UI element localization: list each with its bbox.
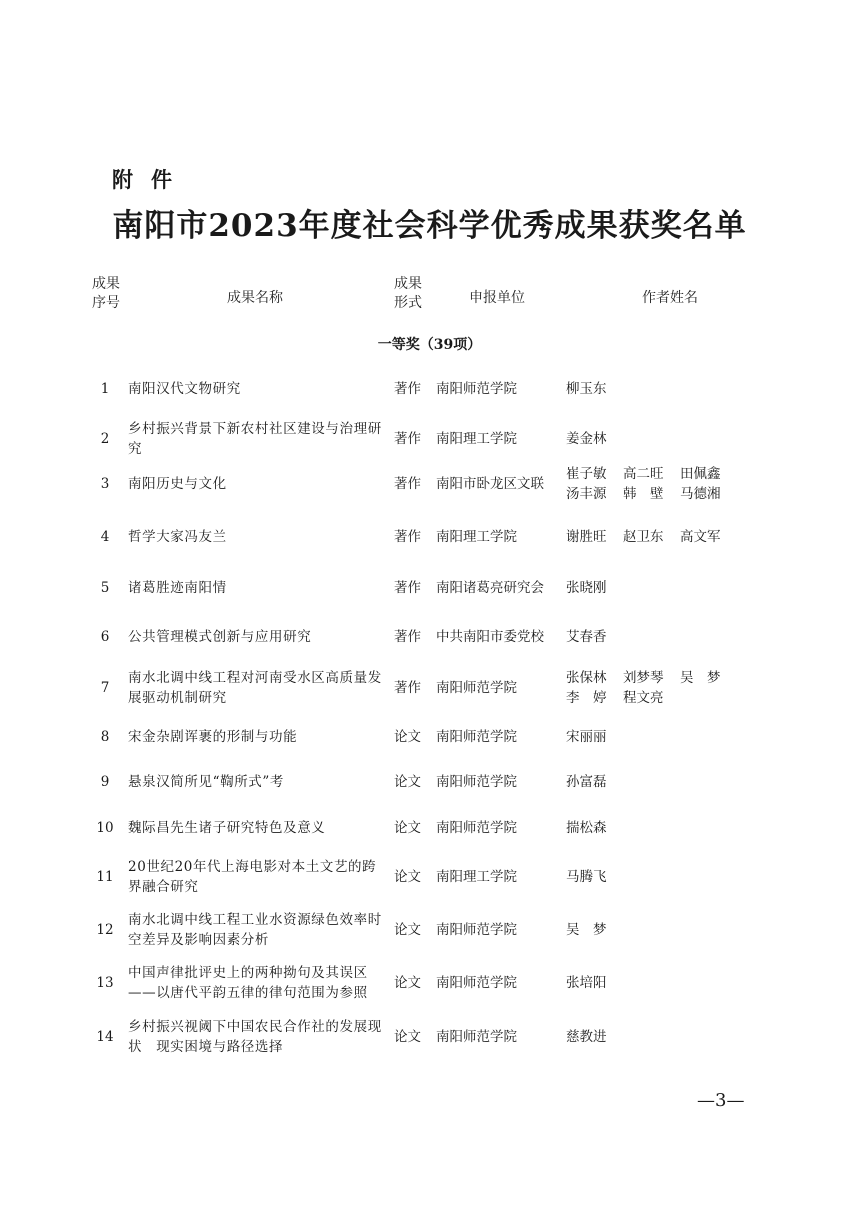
row-form: 著作	[394, 529, 421, 545]
row-form: 著作	[394, 680, 421, 696]
table-row	[0, 818, 859, 838]
table-row	[0, 379, 859, 399]
row-form: 论文	[394, 820, 421, 836]
author-line	[566, 429, 746, 449]
row-title: 悬泉汉简所见“鞫所式”考	[128, 774, 285, 790]
author-name: 张保林	[566, 670, 607, 686]
row-authors	[566, 920, 746, 940]
row-form: 论文	[394, 1029, 421, 1045]
row-unit: 中共南阳市委党校	[436, 629, 544, 645]
row-unit: 南阳师范学院	[436, 820, 517, 836]
row-title: 宋金杂剧诨裹的形制与功能	[128, 729, 298, 745]
table-row	[0, 963, 859, 1003]
table-row	[0, 527, 859, 547]
author-line	[566, 484, 746, 504]
row-seq: 13	[96, 975, 114, 991]
table-row	[0, 910, 859, 950]
author-line	[566, 688, 746, 708]
row-title: 南水北调中线工程对河南受水区高质量发展驱动机制研究	[128, 670, 382, 706]
row-seq: 1	[100, 381, 110, 397]
author-name: 刘梦琴	[623, 670, 664, 686]
table-row	[0, 578, 859, 598]
row-form: 论文	[394, 729, 421, 745]
author-name: 张培阳	[566, 975, 607, 991]
row-unit: 南阳师范学院	[436, 1029, 517, 1045]
row-unit: 南阳师范学院	[436, 729, 517, 745]
author-line	[566, 920, 746, 940]
author-name: 宋丽丽	[566, 729, 607, 745]
table-row	[0, 772, 859, 792]
author-name: 马腾飞	[566, 869, 607, 885]
table-row	[0, 627, 859, 647]
author-name: 韩 壁	[623, 486, 664, 502]
author-line	[566, 772, 746, 792]
row-title: 乡村振兴背景下新农村社区建设与治理研究	[128, 421, 382, 457]
row-title: 南水北调中线工程工业水资源绿色效率时空差异及影响因素分析	[128, 912, 382, 948]
header-seq	[86, 275, 126, 313]
row-unit: 南阳师范学院	[436, 975, 517, 991]
row-title: 公共管理模式创新与应用研究	[128, 629, 312, 645]
row-unit: 南阳师范学院	[436, 381, 517, 397]
row-authors	[566, 727, 746, 747]
row-title: 魏际昌先生诸子研究特色及意义	[128, 820, 326, 836]
header-seq-line1: 成果	[92, 276, 120, 292]
row-seq: 9	[100, 774, 110, 790]
author-line	[566, 973, 746, 993]
author-name: 高二旺	[623, 466, 664, 482]
row-title: 南阳历史与文化	[128, 476, 227, 492]
row-form: 著作	[394, 629, 421, 645]
author-name: 慈教进	[566, 1029, 607, 1045]
header-form	[388, 275, 428, 313]
author-line	[566, 867, 746, 887]
author-line	[566, 1027, 746, 1047]
table-row	[0, 668, 859, 708]
row-unit: 南阳诸葛亮研究会	[436, 580, 544, 596]
row-seq: 11	[96, 869, 114, 885]
table-row	[0, 1017, 859, 1057]
author-name: 谢胜旺	[566, 529, 607, 545]
table-row	[0, 464, 859, 504]
row-form: 著作	[394, 381, 421, 397]
author-name: 艾春香	[566, 629, 607, 645]
row-unit: 南阳理工学院	[436, 529, 517, 545]
row-seq: 10	[96, 820, 114, 836]
row-seq: 14	[96, 1029, 114, 1045]
page-number: —3—	[697, 1090, 745, 1111]
author-name: 赵卫东	[623, 529, 664, 545]
row-seq: 2	[100, 431, 110, 447]
row-authors	[566, 818, 746, 838]
row-title: 乡村振兴视阈下中国农民合作社的发展现状 现实困境与路径选择	[128, 1019, 382, 1055]
author-name: 汤丰源	[566, 486, 607, 502]
row-unit: 南阳市卧龙区文联	[436, 476, 544, 492]
attachment-label: 附件	[112, 168, 190, 192]
header-name: 成果名称	[227, 290, 283, 306]
row-seq: 8	[100, 729, 110, 745]
row-form: 论文	[394, 975, 421, 991]
header-seq-line2: 序号	[92, 295, 120, 311]
row-unit: 南阳师范学院	[436, 680, 517, 696]
row-seq: 12	[96, 922, 114, 938]
row-authors	[566, 772, 746, 792]
row-seq: 5	[100, 580, 110, 596]
author-name: 揣松森	[566, 820, 607, 836]
row-authors	[566, 973, 746, 993]
row-title: 20世纪20年代上海电影对本土文艺的跨界融合研究	[128, 859, 377, 895]
row-authors	[566, 379, 746, 399]
author-name: 张晓刚	[566, 580, 607, 596]
author-name: 柳玉东	[566, 381, 607, 397]
header-authors: 作者姓名	[642, 290, 698, 306]
row-form: 论文	[394, 922, 421, 938]
author-name: 孙富磊	[566, 774, 607, 790]
row-unit: 南阳师范学院	[436, 774, 517, 790]
row-seq: 7	[100, 680, 110, 696]
table-row	[0, 727, 859, 747]
author-name: 程文亮	[623, 690, 664, 706]
document-title: 南阳市2023年度社会科学优秀成果获奖名单	[112, 208, 747, 244]
author-line	[566, 464, 746, 484]
row-authors	[566, 627, 746, 647]
row-unit: 南阳理工学院	[436, 431, 517, 447]
header-form-line1: 成果	[394, 276, 422, 292]
row-title: 南阳汉代文物研究	[128, 381, 241, 397]
row-authors	[566, 527, 746, 547]
author-name: 马德湘	[680, 486, 721, 502]
author-name: 吴 梦	[680, 670, 721, 686]
author-line	[566, 727, 746, 747]
row-form: 著作	[394, 580, 421, 596]
row-authors	[566, 429, 746, 449]
author-name: 姜金林	[566, 431, 607, 447]
row-form: 著作	[394, 476, 421, 492]
row-title: 中国声律批评史上的两种拗句及其误区——以唐代平韵五律的律句范围为参照	[128, 965, 368, 1001]
row-seq: 4	[100, 529, 110, 545]
row-title: 诸葛胜迹南阳情	[128, 580, 227, 596]
author-name: 崔子敏	[566, 466, 607, 482]
row-unit: 南阳师范学院	[436, 922, 517, 938]
row-unit: 南阳理工学院	[436, 869, 517, 885]
author-line	[566, 379, 746, 399]
table-row	[0, 857, 859, 897]
author-line	[566, 818, 746, 838]
row-form: 论文	[394, 869, 421, 885]
table-row	[0, 419, 859, 459]
header-form-line2: 形式	[394, 295, 422, 311]
row-authors	[566, 668, 746, 708]
author-name: 高文军	[680, 529, 721, 545]
section-title: 一等奖（39项）	[377, 337, 482, 353]
row-authors	[566, 578, 746, 598]
author-name: 田佩鑫	[680, 466, 721, 482]
author-line	[566, 578, 746, 598]
row-seq: 3	[100, 476, 110, 492]
row-authors	[566, 867, 746, 887]
row-authors	[566, 464, 746, 504]
row-authors	[566, 1027, 746, 1047]
row-form: 著作	[394, 431, 421, 447]
header-unit: 申报单位	[469, 290, 525, 306]
author-line	[566, 668, 746, 688]
row-title: 哲学大家冯友兰	[128, 529, 227, 545]
row-form: 论文	[394, 774, 421, 790]
author-name: 李 婷	[566, 690, 607, 706]
row-seq: 6	[100, 629, 110, 645]
author-line	[566, 627, 746, 647]
author-line	[566, 527, 746, 547]
author-name: 吴 梦	[566, 922, 607, 938]
